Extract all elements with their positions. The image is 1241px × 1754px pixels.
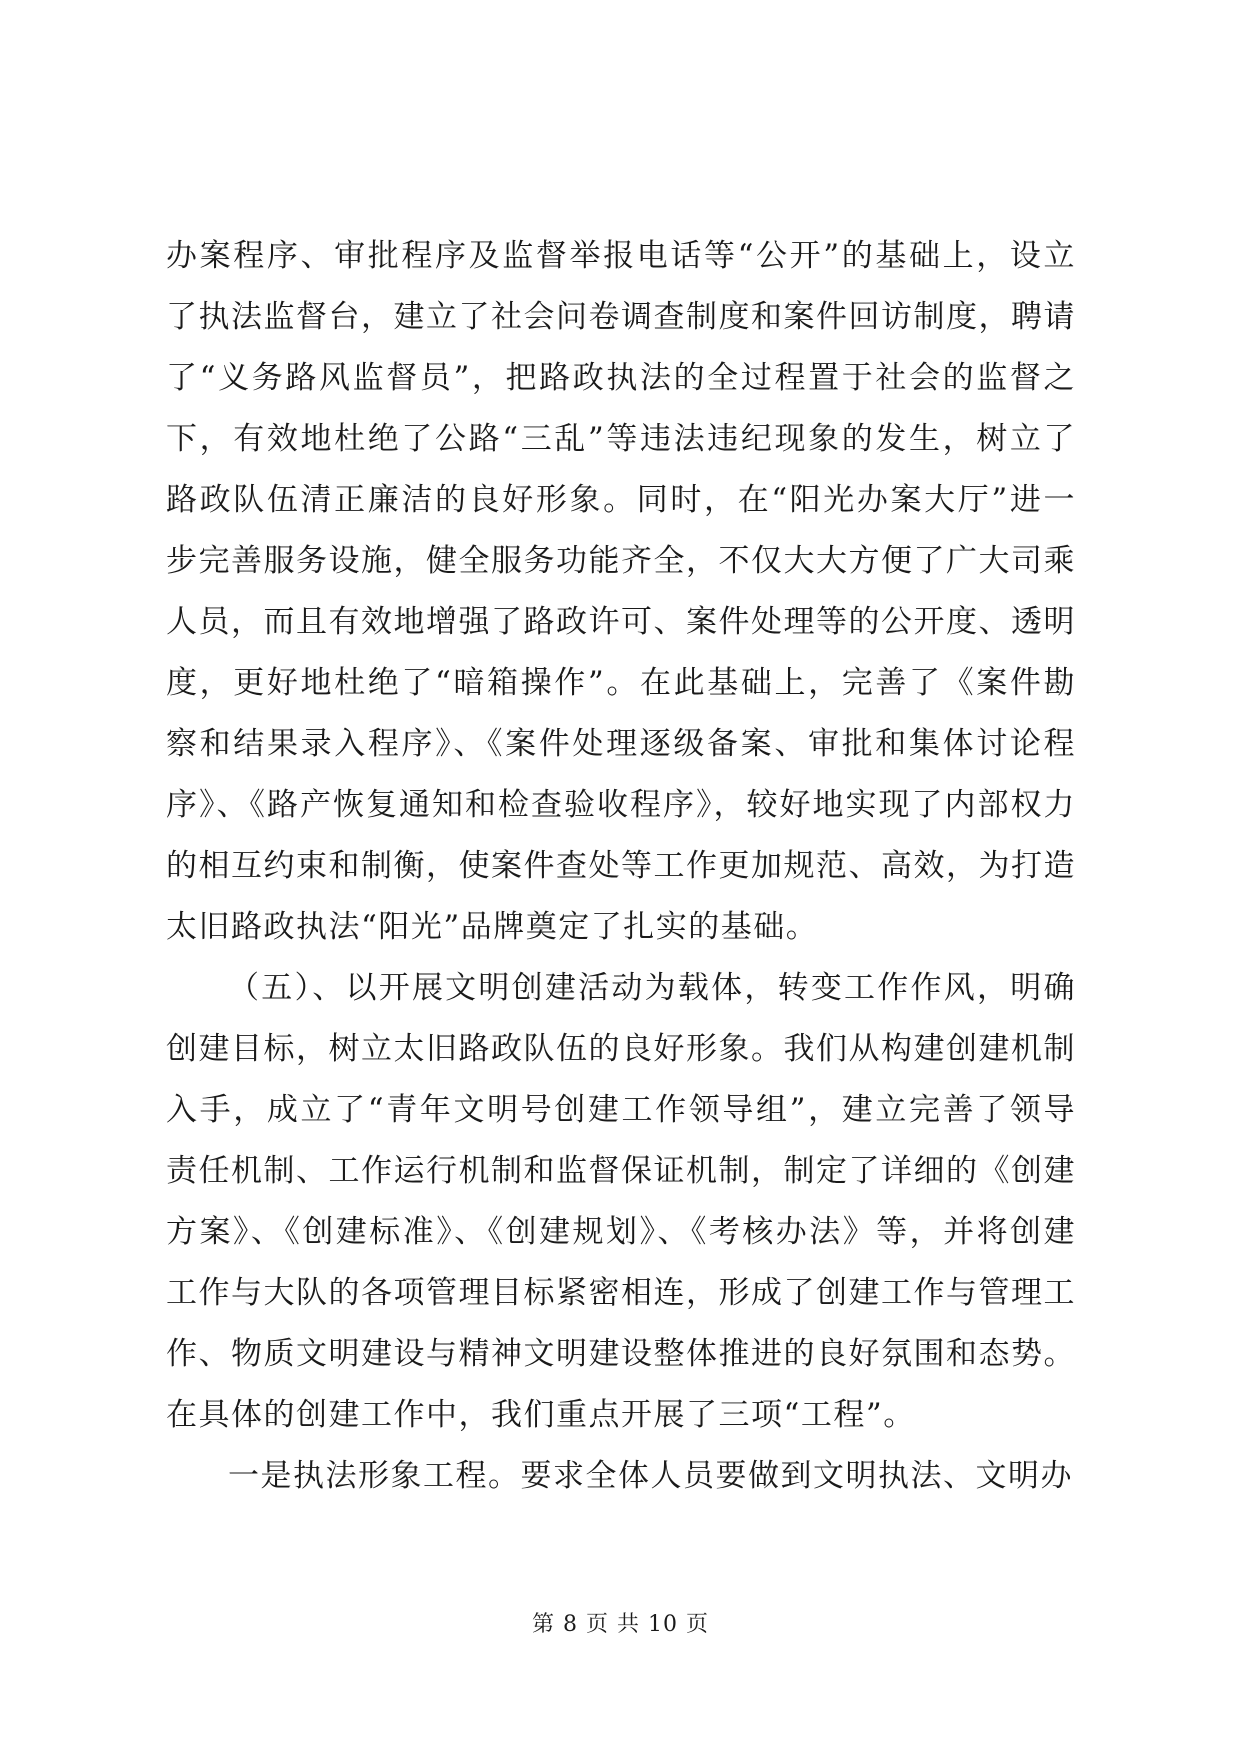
paragraph-3: 一是执法形象工程。要求全体人员要做到文明执法、文明办 xyxy=(228,1458,1073,1494)
page-number-label: 第 8 页 共 10 页 xyxy=(532,1612,709,1637)
paragraph-2: （五）、以开展文明创建活动为载体，转变工作作风，明确创建目标，树立太旧路政队伍的良好形象。我们从构建创建机制入手，成立了“青年文明号创建工作领导组”，建立完善了领导责任机制、工作运行机制和监督保证机制，制定了详细的《创建方案》、《创建标准》、《创建规划》、《考核办法》等，并将创建工作与大队的各项管理目标紧密相连，形成了创建工作与管理工作、物质文明建设与精神文明建设整体推进的良好氛围和态势。在具体的创建工作中，我们重点开展了三项“工程”。 xyxy=(166,970,1076,1433)
page-footer xyxy=(0,1607,1241,1638)
document-body xyxy=(166,226,1076,1507)
paragraph-1: 办案程序、审批程序及监督举报电话等“公开”的基础上，设立了执法监督台，建立了社会问卷调查制度和案件回访制度，聘请了“义务路风监督员”，把路政执法的全过程置于社会的监督之下，有效地杜绝了公路“三乱”等违法违纪现象的发生，树立了路政队伍清正廉洁的良好形象。同时，在“阳光办案大厅”进一步完善服务设施，健全服务功能齐全，不仅大大方便了广大司乘人员，而且有效地增强了路政许可、案件处理等的公开度、透明度，更好地杜绝了“暗箱操作”。在此基础上，完善了《案件勘察和结果录入程序》、《案件处理逐级备案、审批和集体讨论程序》、《路产恢复通知和检查验收程序》，较好地实现了内部权力的相互约束和制衡，使案件查处等工作更加规范、高效，为打造太旧路政执法“阳光”品牌奠定了扎实的基础。 xyxy=(166,238,1076,945)
